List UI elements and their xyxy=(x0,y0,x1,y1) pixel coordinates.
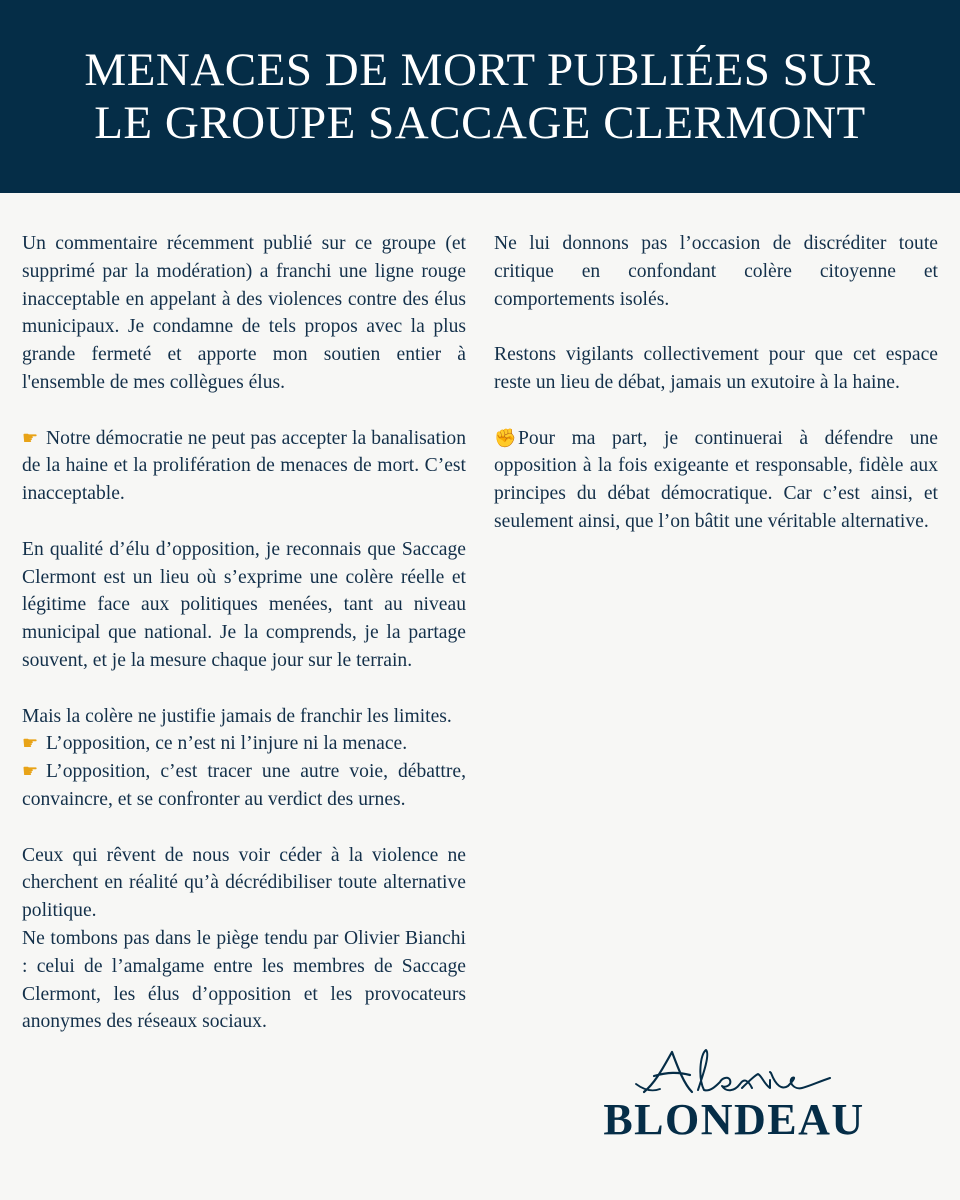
paragraph-not-insult-text: L’opposition, ce n’est ni l’injure ni la menace. xyxy=(46,733,408,755)
title-line-1: MENACES DE MORT PUBLIÉES SUR xyxy=(84,43,876,96)
pointing-hand-icon: ☛ xyxy=(22,733,39,755)
page-title xyxy=(30,44,930,149)
paragraph-vigilance: Restons vigilants collectivement pour que cet espace reste un lieu de débat, jamais un exutoire à la haine. xyxy=(494,344,938,393)
paragraph-opposition-role: En qualité d’élu d’opposition, je reconnais que Saccage Clermont est un lieu où s’exprime une colère réelle et légitime face aux politiques menées, tant au niveau municipal que national. Je la comprends, je la partage souvent, et je la mesure chaque jour sur le terrain. xyxy=(22,538,466,671)
paragraph-discredit: Ne lui donnons pas l’occasion de discréditer toute critique en confondant colère citoyenne et comportements isolés. xyxy=(494,233,938,310)
pointing-hand-icon: ☛ xyxy=(22,427,39,449)
paragraph-trap: Ne tombons pas dans le piège tendu par Olivier Bianchi : celui de l’amalgame entre les membres de Saccage Clermont, les élus d’opposition et les provocateurs anonymes des réseaux sociaux. xyxy=(22,927,466,1033)
left-column xyxy=(22,230,466,1064)
paragraph-violence: Ceux qui rêvent de nous voir céder à la violence ne cherchent en réalité qu’à décrédibiliser toute alternative politique. xyxy=(22,844,466,922)
signature-block xyxy=(600,1042,868,1148)
paragraph-not-insult xyxy=(22,730,466,758)
right-column xyxy=(494,230,938,564)
paragraph-commitment xyxy=(494,425,938,536)
signature-script-alexis xyxy=(634,1042,844,1102)
title-line-2: LE GROUPE SACCAGE CLERMONT xyxy=(94,96,866,149)
paragraph-democracy-text: Notre démocratie ne peut pas accepter la banalisation de la haine et la prolifération de menaces de mort. C’est inacceptable. xyxy=(22,427,466,505)
paragraph-democracy xyxy=(22,425,466,508)
paragraph-anger-limits: Mais la colère ne justifie jamais de franchir les limites. xyxy=(22,705,452,727)
pointing-hand-icon: ☛ xyxy=(22,761,39,783)
signature-surname: BLONDEAU xyxy=(603,1095,865,1144)
paragraph-intro: Un commentaire récemment publié sur ce groupe (et supprimé par la modération) a franchi une ligne rouge inacceptable en appelant à des violences contre des élus municipaux. Je condamne de tels propos avec la plus grande fermeté et apporte mon soutien entier à l'ensemble de mes collègues élus. xyxy=(22,233,466,393)
header-banner xyxy=(0,0,960,193)
paragraph-commitment-text: Pour ma part, je continuerai à défendre une opposition à la fois exigeante et responsable, fidèle aux principes du débat démocratique. Car c’est ainsi, et seulement ainsi, que l’on bâtit une véritable alternative. xyxy=(494,427,938,532)
paragraph-other-way xyxy=(22,758,466,814)
paragraph-other-way-text: L’opposition, c’est tracer une autre voie, débattre, convaincre, et se confronter au verdict des urnes. xyxy=(22,761,466,810)
raised-fist-icon: ✊ xyxy=(494,427,517,449)
